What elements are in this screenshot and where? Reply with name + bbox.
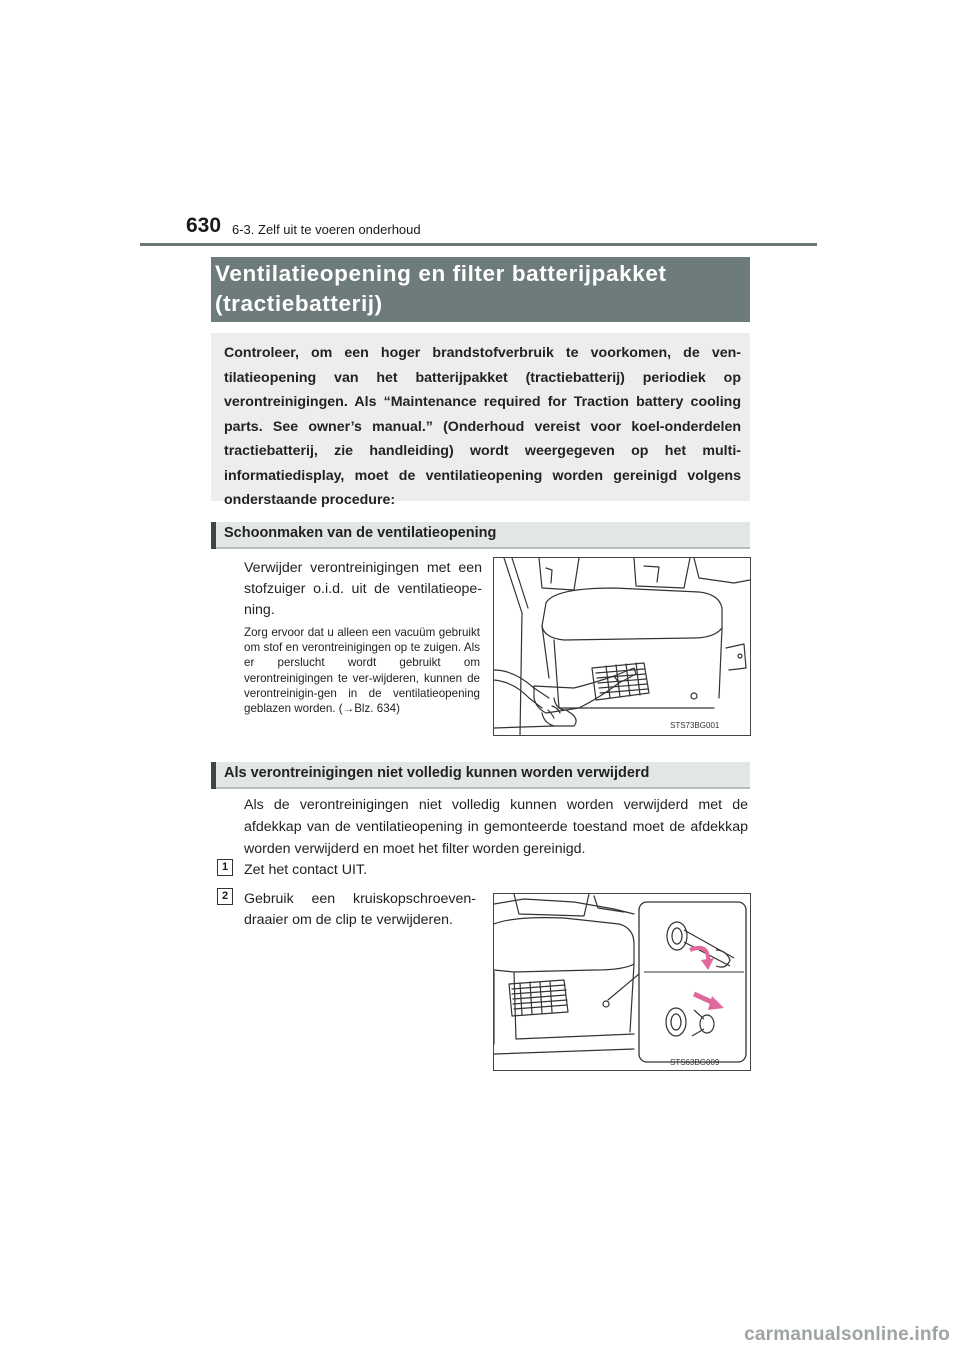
clip-removal-figure: [493, 893, 751, 1071]
intro-text: Controleer, om een hoger brandstofverbruik te voorkomen, de ven-tilatieopening van het batterijpakket (tractiebatterij) periodiek op verontreinigingen. Als “Maintenance required for Traction battery cooling parts. See owner’s manual.” (Onderhoud vereist voor koel-onderdelen tractiebatterij, zie handleiding) wordt weergegeven op het multi-informatiedisplay, moet de ventilatieopening worden gereinigd volgens onderstaande procedure:: [224, 345, 741, 508]
header-rule: [140, 243, 817, 246]
section-reference: 6-3. Zelf uit te voeren onderhoud: [232, 222, 421, 237]
subheading-label: Schoonmaken van de ventilatieopening: [224, 525, 497, 541]
page-number: 630: [186, 214, 222, 237]
subheading-cleaning: [211, 522, 750, 549]
step-number-badge: 1: [217, 859, 233, 876]
title-bar: [211, 257, 750, 322]
vacuum-cleaning-illustration: [494, 558, 750, 735]
clip-removal-illustration: [494, 894, 750, 1070]
figure-code: STS73BG001: [670, 721, 720, 730]
subheading-label: Als verontreinigingen niet volledig kunnen worden verwijderd: [224, 765, 650, 781]
page-title: Ventilatieopening en filter batterijpakket (tractiebatterij): [215, 261, 667, 316]
step-2-text: Gebruik een kruiskopschroeven-draaier om de clip te verwijderen.: [244, 891, 476, 928]
intro-box: [211, 333, 750, 508]
cleaning-note: Zorg ervoor dat u alleen een vacuüm gebruikt om stof en verontreinigingen op te zuigen. Als er perslucht wordt gebruikt om verontreinigingen te ver-wijderen, kunnen de verontreinigin-gen in de ventilatieopening geblazen worden. (→Blz. 634): [244, 626, 480, 716]
watermark: carmanualsonline.info: [744, 1324, 950, 1345]
cleaning-instruction: Verwijder verontreinigingen met een stofzuiger o.i.d. uit de ventilatieope-ning.: [244, 560, 482, 618]
subheading-accent: [211, 522, 216, 549]
detail-inset: [639, 902, 746, 1062]
removal-instruction: Als de verontreinigingen niet volledig kunnen worden verwijderd met de afdekkap van de ventilatieopening in gemonteerde toestand moet de afdekkap worden verwijderd en moet het filter worden gereinigd.: [244, 797, 748, 857]
step-number-badge: 2: [217, 888, 233, 905]
figure-code: STS63BG009: [670, 1058, 720, 1067]
step-1-text: Zet het contact UIT.: [244, 862, 368, 878]
subheading-accent: [211, 762, 216, 789]
subheading-not-removable: [211, 762, 750, 789]
vacuum-cleaning-figure: [493, 557, 751, 736]
